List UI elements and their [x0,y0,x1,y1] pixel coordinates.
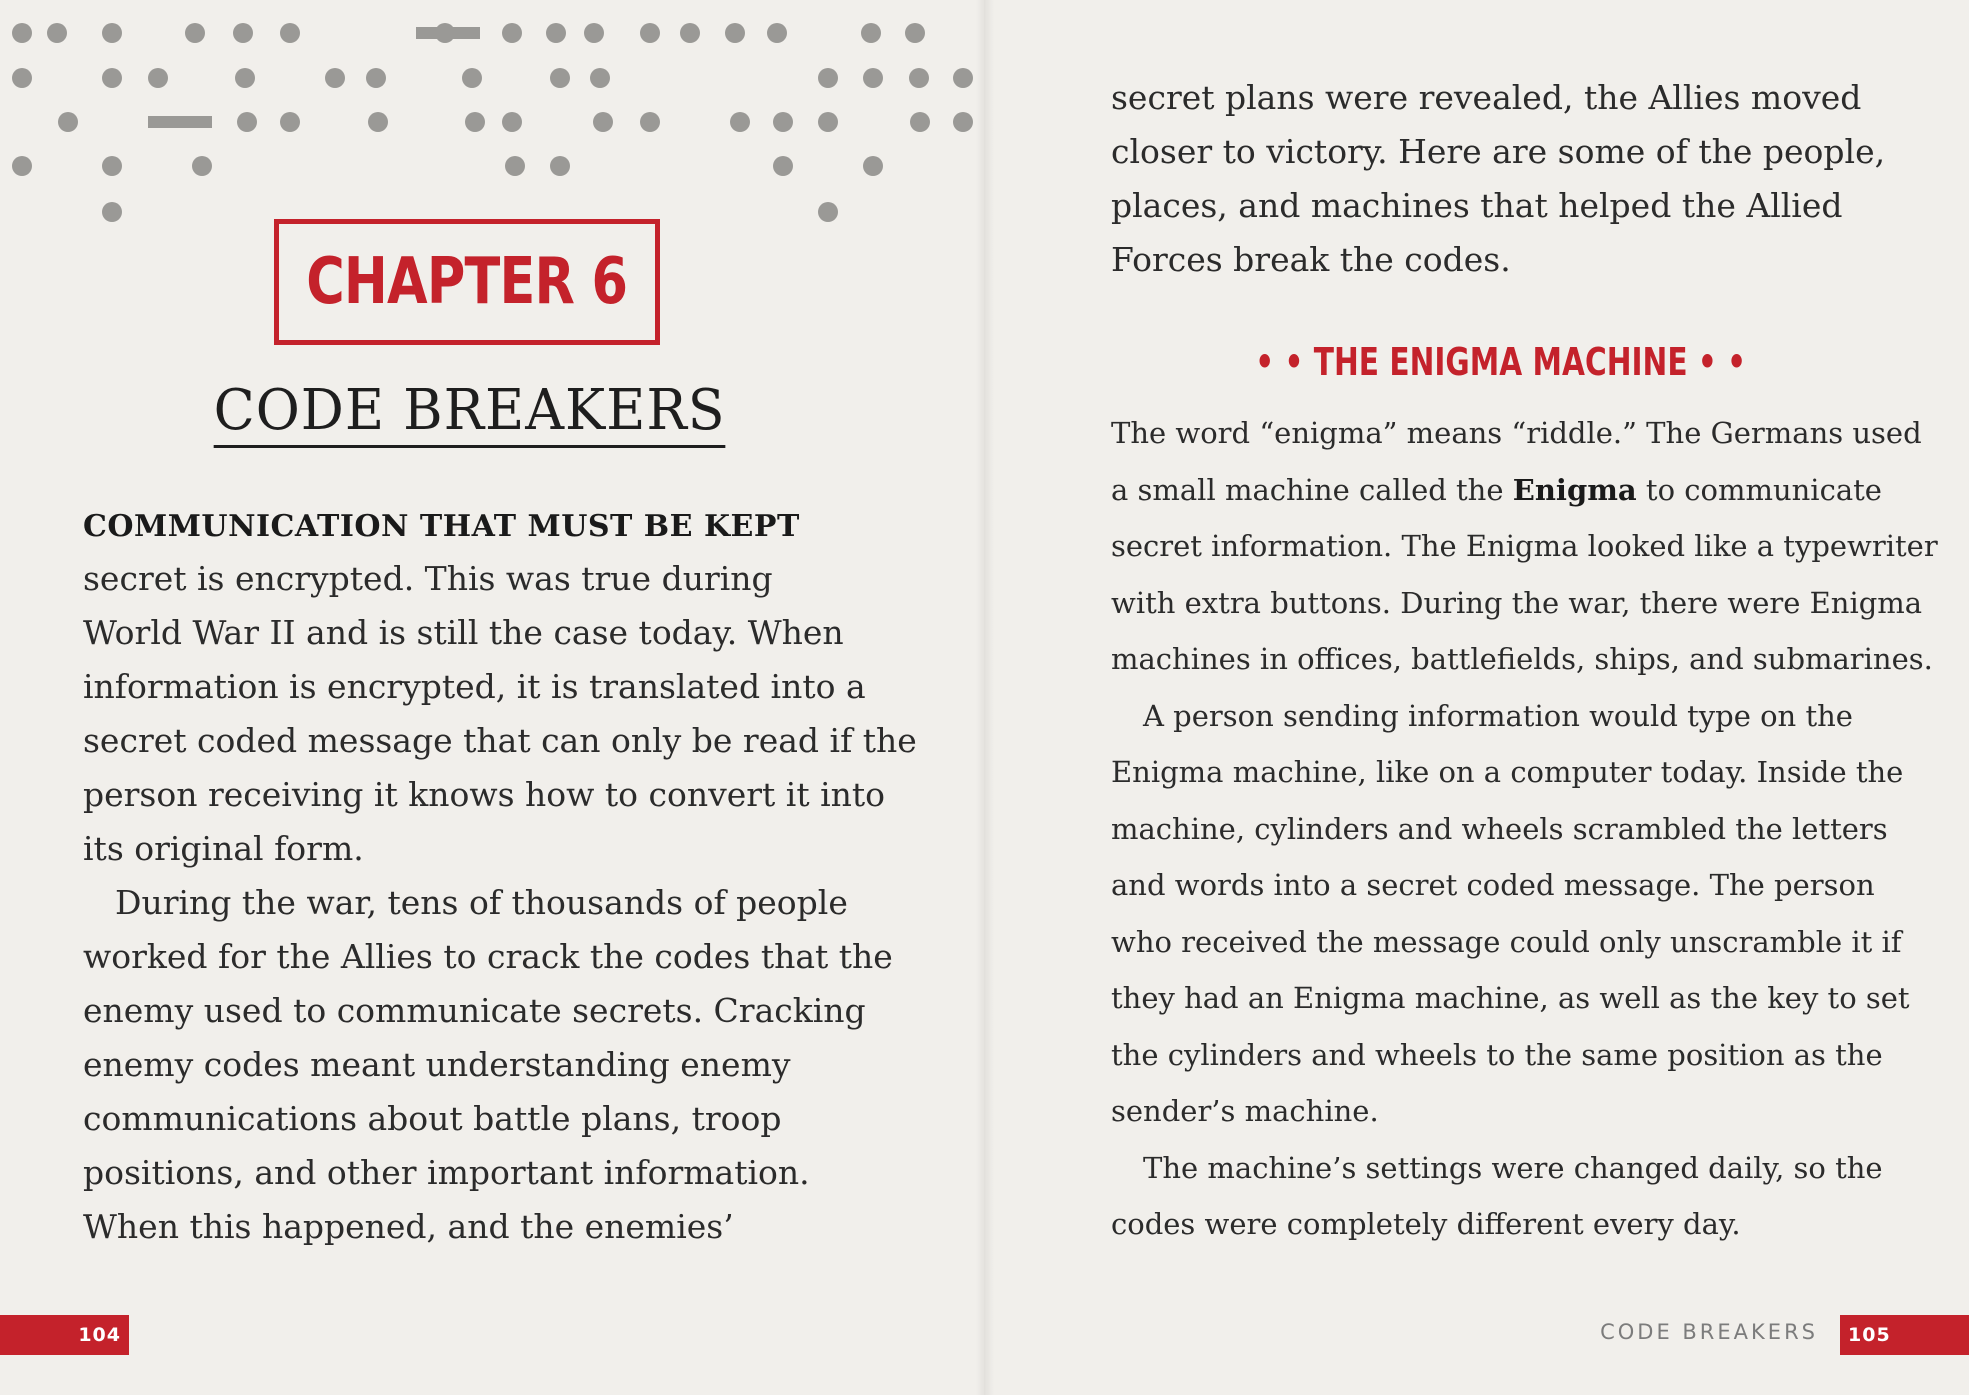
morse-dot [584,23,604,43]
morse-dot [192,156,212,176]
morse-dot [12,23,32,43]
text-line: who received the message could only unscramble it if [1111,924,1902,959]
right-body-text [1111,405,1938,1253]
text-line: enemy codes meant understanding enemy [83,1045,791,1084]
morse-dot [12,156,32,176]
morse-dot [280,23,300,43]
right-intro-text [1111,71,1885,287]
text-line: they had an Enigma machine, as well as the key to set [1111,981,1910,1015]
morse-dot [368,112,388,132]
running-head: CODE BREAKERS [1600,1320,1818,1344]
chapter-label-box [274,219,660,345]
morse-dot [550,156,570,176]
text-line: information is encrypted, it is translated into a [83,667,866,706]
morse-dot [366,68,386,88]
text-line: enemy used to communicate secrets. Cracking [83,991,866,1030]
morse-dash [416,27,480,39]
text-line: machine, cylinders and wheels scrambled the letters [1111,811,1888,846]
text-line: Forces break the codes. [1111,240,1511,279]
text-line: The machine’s settings were changed daily, so the [1143,1150,1883,1185]
morse-dot [680,23,700,43]
morse-dot [237,112,257,132]
morse-dot [58,112,78,132]
morse-dot [590,68,610,88]
page-number-left: 104 [0,1315,129,1355]
text-line: Enigma machine, like on a computer today. Inside the [1111,755,1904,789]
morse-dot [953,112,973,132]
morse-dot [818,202,838,222]
text-line: secret is encrypted. This was true during [83,559,773,598]
text-line: and words into a secret coded message. The person [1111,868,1875,902]
morse-dot [233,23,253,43]
text-line: When this happened, and the enemies’ [83,1207,734,1246]
morse-dot [47,23,67,43]
morse-dot [725,23,745,43]
text-line: places, and machines that helped the Allied [1111,186,1843,225]
morse-dot [593,112,613,132]
morse-dot [462,68,482,88]
text-line: person receiving it knows how to convert it into [83,775,886,814]
text-line: machines in offices, battlefields, ships, and submarines. [1111,642,1933,676]
morse-dot [102,156,122,176]
morse-dot [818,112,838,132]
text-line: During the war, tens of thousands of people [115,883,848,922]
morse-dot [502,112,522,132]
morse-dot [550,68,570,88]
morse-dot [730,112,750,132]
text-line: closer to victory. Here are some of the people, [1111,132,1886,171]
left-body-text [83,498,917,1254]
morse-dot [502,23,522,43]
morse-dot [773,156,793,176]
text-line: The word “enigma” means “riddle.” The Germans used [1111,416,1922,450]
text-line: sender’s machine. [1111,1094,1379,1128]
morse-dot [773,112,793,132]
text-line [83,498,863,552]
morse-dot [12,68,32,88]
morse-dot [102,23,122,43]
text-line: codes were completely different every day. [1111,1207,1741,1241]
morse-code-decoration [0,0,984,240]
lead-in-text: COMMUNICATION THAT MUST BE KEPT [83,509,800,544]
text-line: its original form. [83,829,364,868]
bold-term: Enigma [1512,472,1637,507]
text-line: secret plans were revealed, the Allies moved [1111,78,1862,117]
text-line: World War II and is still the case today. When [83,613,844,652]
section-heading: • • THE ENIGMA MACHINE • • [1255,340,1747,384]
text-segment: to communicate [1636,472,1882,507]
morse-dot [861,23,881,43]
text-line [1111,462,1938,519]
page-number-right: 105 [1840,1315,1969,1355]
chapter-title: CODE BREAKERS [0,378,940,448]
morse-dot [910,112,930,132]
morse-dot [863,156,883,176]
morse-dot [465,112,485,132]
text-line: the cylinders and wheels to the same position as the [1111,1037,1883,1072]
morse-dot [953,68,973,88]
text-line: secret coded message that can only be read if the [83,721,917,760]
morse-dot [505,156,525,176]
morse-dash [148,116,212,128]
morse-dot [818,68,838,88]
morse-dot [905,23,925,43]
morse-dot [280,112,300,132]
morse-dot [909,68,929,88]
morse-dot [235,68,255,88]
morse-dot [185,23,205,43]
morse-dot [767,23,787,43]
text-line: communications about battle plans, troop [83,1099,782,1138]
morse-dot [546,23,566,43]
morse-dot [640,112,660,132]
text-line: worked for the Allies to crack the codes that the [83,937,893,976]
morse-dot [148,68,168,88]
morse-dot [102,202,122,222]
text-line: positions, and other important information. [83,1153,810,1192]
morse-dot [325,68,345,88]
text-segment: a small machine called the [1111,472,1513,507]
text-line: secret information. The Enigma looked like a typewriter [1111,529,1938,563]
morse-dot [863,68,883,88]
morse-dot [102,68,122,88]
chapter-label: CHAPTER 6 [306,245,628,319]
text-line: A person sending information would type on the [1143,698,1853,733]
text-line: with extra buttons. During the war, there were Enigma [1111,585,1923,620]
morse-dot [640,23,660,43]
